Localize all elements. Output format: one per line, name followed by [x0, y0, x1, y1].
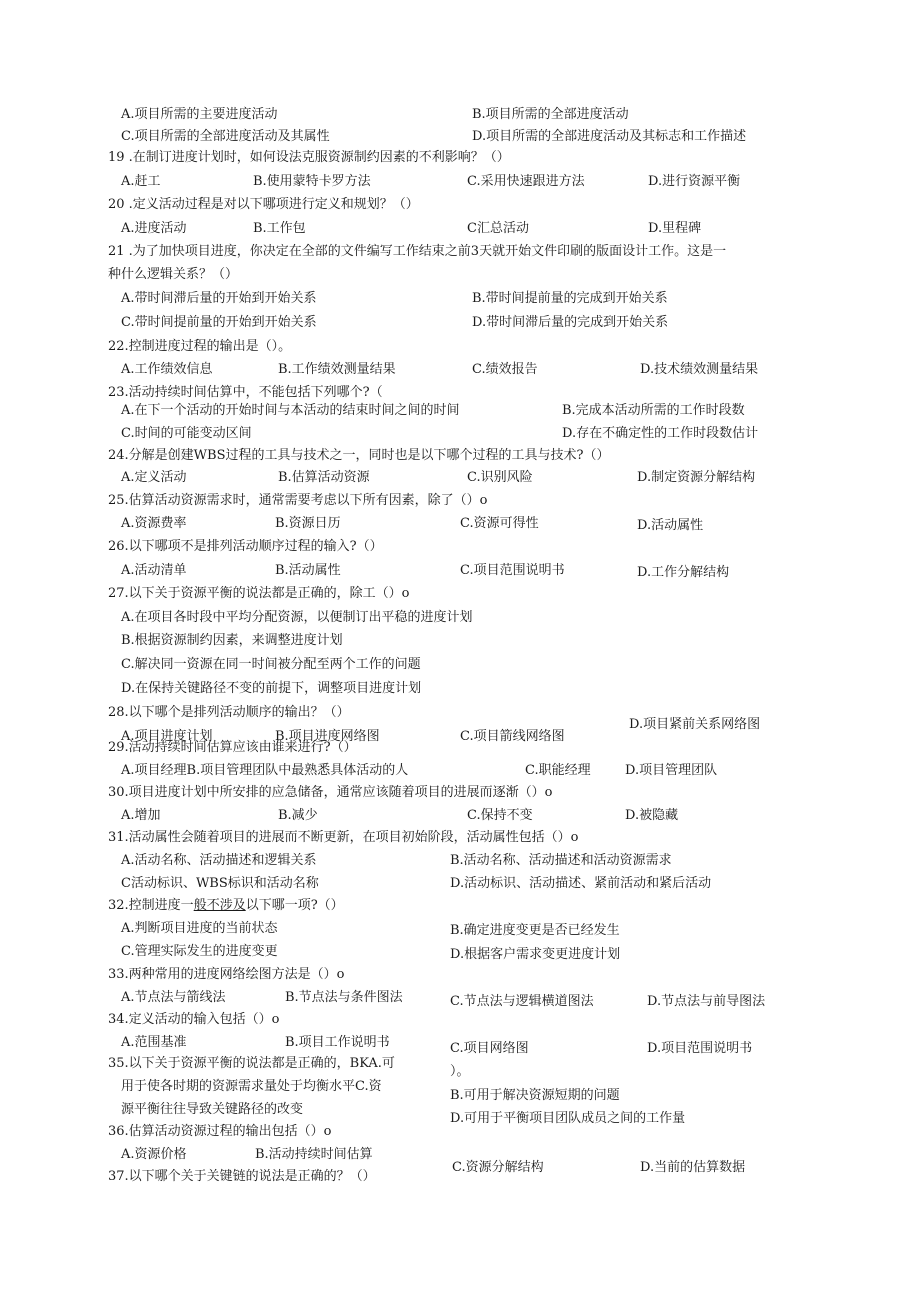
- option-text: D.里程碑: [648, 221, 702, 236]
- option-text: B.活动名称、活动描述和活动资源需求: [450, 853, 672, 868]
- question-28: 28.以下哪个是排列活动顺序的输出？（）: [108, 705, 350, 720]
- underlined-phrase: 般不涉及: [193, 898, 246, 913]
- option-text: A.增加: [121, 808, 161, 823]
- option-text: B.带时间提前量的完成到开始关系: [472, 291, 668, 306]
- question-20: 20 .定义活动过程是对以下哪项进行定义和规划？（）: [108, 197, 419, 212]
- option-text: D.存在不确定性的工作时段数估计: [562, 426, 759, 441]
- option-text: B.确定进度变更是否已经发生: [450, 923, 620, 938]
- option-text: A.在下一个活动的开始时间与本活动的结束时间之间的时间: [121, 403, 460, 418]
- option-text: A.判断项目进度的当前状态: [121, 921, 278, 936]
- option-text: C.解决同一资源在同一时间被分配至两个工作的问题: [121, 657, 421, 672]
- question-29: 29.活动持续时间估算应该由谁来进行?（）: [108, 740, 357, 755]
- option-text: B.项目所需的全部进度活动: [472, 107, 629, 122]
- option-text-clipped: D.当前的估算数据: [640, 1160, 746, 1175]
- option-text: D.项目所需的全部进度活动及其标志和工作描述: [472, 129, 747, 144]
- option-text: A.活动清单: [121, 563, 187, 578]
- option-text: D.项目管理团队: [625, 763, 718, 778]
- question-26: 26.以下哪项不是排列活动顺序过程的输入?（）: [108, 539, 383, 554]
- option-text: A.赶工: [121, 174, 161, 189]
- option-text: D.项目紧前关系网络图: [629, 717, 761, 732]
- option-text: A.活动名称、活动描述和逻辑关系: [121, 853, 317, 868]
- option-text: B.可用于解决资源短期的问题: [450, 1088, 620, 1103]
- option-text: A.节点法与箭线法: [121, 990, 226, 1005]
- option-text: C.采用快速跟进方法: [467, 174, 585, 189]
- option-text: B.估算活动资源: [278, 470, 370, 485]
- option-text: B.根据资源制约因素，来调整进度计划: [121, 633, 343, 648]
- option-text: D.制定资源分解结构: [637, 470, 756, 485]
- option-text-clipped: C.项目箭线网络图: [460, 729, 565, 744]
- question-21: 21 .为了加快项目进度，你决定在全部的文件编写工作结束之前3天就开始文件印刷的版面设计工作。这是一: [108, 244, 727, 259]
- question-35: 35.以下关于资源平衡的说法都是正确的，BKA.可: [108, 1056, 395, 1071]
- option-text: C.绩效报告: [472, 362, 538, 377]
- question-23: 23.活动持续时间估算中，不能包括下列哪个?（: [108, 385, 383, 400]
- option-text: B.工作包: [253, 221, 306, 236]
- option-text: C.时间的可能变动区间: [121, 426, 252, 441]
- option-text: B.节点法与条件图法: [285, 990, 403, 1005]
- option-text: C.带时间提前量的开始到开始关系: [121, 315, 317, 330]
- question-35-paren: ）。: [450, 1064, 470, 1079]
- option-text: C.识别风险: [467, 470, 533, 485]
- option-text-clipped: A.项目进度计划: [121, 729, 213, 744]
- option-text: C.项目网络图: [450, 1041, 529, 1056]
- option-text: C.节点法与逻辑横道图法: [450, 994, 594, 1009]
- option-text: D.进行资源平衡: [648, 174, 741, 189]
- option-text: D.项目范围说明书: [647, 1041, 753, 1056]
- question-37: 37.以下哪个关于关键链的说法是正确的？（）: [108, 1169, 376, 1184]
- option-text: D.被隐藏: [625, 808, 679, 823]
- question-35-cont: 用于使各时期的资源需求量处于均衡水平C.资: [121, 1079, 382, 1094]
- option-text: A.定义活动: [121, 470, 187, 485]
- question-25: 25.估算活动资源需求时，通常需要考虑以下所有因素，除了（）o: [108, 493, 488, 508]
- question-21-cont: 种什么逻辑关系？（）: [108, 267, 239, 282]
- option-text: A.范围基准: [121, 1035, 187, 1050]
- option-text: B.项目工作说明书: [285, 1035, 390, 1050]
- question-30: 30.项目进度计划中所安排的应急储备，通常应该随着项目的进展而逐渐（）o: [108, 785, 553, 800]
- option-text: D.节点法与前导图法: [647, 994, 766, 1009]
- question-36: 36.估算活动资源过程的输出包括（）o: [108, 1124, 332, 1139]
- option-text: B.完成本活动所需的工作时段数: [562, 403, 745, 418]
- option-text: A.带时间滞后量的开始到开始关系: [121, 291, 317, 306]
- question-32: [108, 897, 344, 914]
- question-32-prefix: 32.控制进度一: [108, 898, 194, 913]
- question-31: 31.活动属性会随着项目的进展而不断更新，在项目初始阶段，活动属性包括（）o: [108, 830, 579, 845]
- option-text: A.项目经理B.项目管理团队中最熟悉具体活动的人: [121, 763, 409, 778]
- option-text: D.带时间滞后量的完成到开始关系: [472, 315, 669, 330]
- option-text-clipped: C.资源分解结构: [452, 1160, 544, 1175]
- option-text-clipped: B.项目进度网络图: [275, 729, 380, 744]
- question-32-suffix: 以下哪一项?（）: [245, 898, 344, 913]
- option-text: D.活动标识、活动描述、紧前活动和紧后活动: [450, 876, 712, 891]
- option-text: C汇总活动: [467, 221, 529, 236]
- option-text: B.使用蒙特卡罗方法: [253, 174, 371, 189]
- option-text: A.资源费率: [121, 516, 187, 531]
- option-text: D.根据客户需求变更进度计划: [450, 947, 621, 962]
- option-text: A.在项目各时段中平均分配资源，以便制订出平稳的进度计划: [121, 610, 473, 625]
- option-text: B.活动持续时间估算: [255, 1147, 373, 1162]
- option-text: A.进度活动: [121, 221, 187, 236]
- question-22: 22.控制进度过程的输出是（）。: [108, 339, 292, 354]
- question-24: 24.分解是创建WBS过程的工具与技术之一，同时也是以下哪个过程的工具与技术?（）: [108, 448, 610, 463]
- option-text: B.减少: [278, 808, 318, 823]
- question-35-cont: 源平衡往往导致关键路径的改变: [121, 1102, 304, 1117]
- option-text: C活动标识、WBS标识和活动名称: [121, 876, 319, 891]
- option-text: D.活动属性: [637, 518, 704, 533]
- option-text: D.可用于平衡项目团队成员之间的工作量: [450, 1111, 686, 1126]
- option-text: C.管理实际发生的进度变更: [121, 944, 278, 959]
- option-text: A.工作绩效信息: [121, 362, 213, 377]
- option-text: A.项目所需的主要进度活动: [121, 107, 278, 122]
- option-text: A.资源价格: [121, 1147, 187, 1162]
- option-text: C.保持不变: [467, 808, 533, 823]
- option-text: B.活动属性: [275, 563, 341, 578]
- question-34: 34.定义活动的输入包括（）o: [108, 1012, 280, 1027]
- option-text: B.资源日历: [275, 516, 341, 531]
- question-33: 33.两种常用的进度网络绘图方法是（）o: [108, 967, 345, 982]
- option-text: B.工作绩效测量结果: [278, 362, 396, 377]
- question-27: 27.以下关于资源平衡的说法都是正确的，除工（）o: [108, 586, 410, 601]
- question-19: 19 .在制订进度计划时，如何设法克服资源制约因素的不利影响？（）: [108, 150, 510, 165]
- option-text: C.项目范围说明书: [460, 563, 565, 578]
- option-text: D.在保持关键路径不变的前提下，调整项目进度计划: [121, 681, 422, 696]
- option-text: D.工作分解结构: [637, 565, 730, 580]
- option-text: C.资源可得性: [460, 516, 539, 531]
- option-text: C.项目所需的全部进度活动及其属性: [121, 129, 330, 144]
- option-text: D.技术绩效测量结果: [640, 362, 759, 377]
- option-text: C.职能经理: [525, 763, 591, 778]
